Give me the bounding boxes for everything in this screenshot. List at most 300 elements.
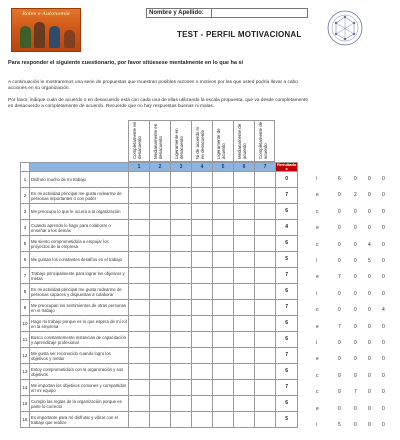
summary-value: 0 (368, 422, 371, 428)
logo-figure (34, 22, 45, 48)
result-value: 7 (276, 348, 298, 364)
table-row (21, 188, 298, 204)
result-value: 4 (276, 220, 298, 236)
summary-value: 0 (382, 356, 385, 363)
result-value: 7 (276, 300, 298, 316)
answer-cell[interactable] (213, 364, 234, 380)
result-value: 6 (276, 316, 298, 332)
answer-cell[interactable] (234, 268, 255, 284)
answer-cell[interactable] (129, 396, 150, 412)
question-text: Me importan los objetivos comunes y compartidos en mi equipo (30, 380, 129, 396)
answer-cell[interactable] (150, 204, 171, 220)
summary-value: 0 (354, 225, 357, 232)
answer-cell[interactable] (234, 284, 255, 300)
table-row (21, 364, 298, 380)
answer-cell[interactable] (129, 412, 150, 428)
answer-cell[interactable] (150, 396, 171, 412)
summary-value: i (316, 290, 318, 297)
answer-cell[interactable] (192, 396, 213, 412)
table-row (21, 316, 298, 332)
summary-value: 0 (382, 422, 385, 428)
question-number: 5 (21, 236, 30, 252)
scale-number: 7 (255, 163, 276, 172)
answer-cell[interactable] (171, 316, 192, 332)
answer-cell[interactable] (150, 300, 171, 316)
summary-value: 0 (338, 405, 341, 412)
question-number: 15 (21, 396, 30, 412)
header-logo-image (11, 8, 81, 52)
summary-value: 0 (338, 307, 341, 314)
summary-value: 0 (338, 208, 341, 215)
summary-value: 0 (382, 258, 385, 264)
summary-value: 0 (338, 225, 341, 232)
summary-value: 0 (382, 340, 385, 346)
answer-cell[interactable] (192, 252, 213, 268)
answer-cell[interactable] (213, 316, 234, 332)
scale-label-column (149, 120, 170, 162)
answer-cell[interactable] (150, 268, 171, 284)
table-row (21, 348, 298, 364)
answer-cell[interactable] (150, 364, 171, 380)
answer-cell[interactable] (192, 380, 213, 396)
summary-row (316, 319, 400, 335)
answer-cell[interactable] (150, 252, 171, 268)
summary-row (316, 269, 400, 285)
summary-value: i (316, 258, 318, 264)
table-row (21, 268, 298, 284)
scale-label-column (254, 120, 275, 162)
scale-label-column (233, 120, 254, 162)
question-number: 2 (21, 188, 30, 204)
summary-value: 0 (382, 323, 385, 330)
summary-value: 0 (338, 290, 341, 297)
answer-cell[interactable] (171, 332, 192, 348)
summary-value: 0 (368, 389, 371, 396)
scale-number: 5 (213, 163, 234, 172)
summary-value: 7 (354, 389, 357, 396)
questionnaire-table (20, 162, 298, 428)
result-value: 7 (276, 268, 298, 284)
answer-cell[interactable] (234, 188, 255, 204)
answer-cell[interactable] (255, 316, 276, 332)
answer-cell[interactable] (213, 188, 234, 204)
answer-cell[interactable] (213, 220, 234, 236)
answer-cell[interactable] (213, 284, 234, 300)
summary-value: 0 (338, 192, 341, 199)
answer-cell[interactable] (192, 300, 213, 316)
scale-number: 1 (129, 163, 150, 172)
scale-number: 4 (192, 163, 213, 172)
summary-value: 0 (338, 372, 341, 379)
summary-value: 0 (354, 323, 357, 330)
answer-cell[interactable] (129, 204, 150, 220)
scale-number: 6 (234, 163, 255, 172)
answer-cell[interactable] (150, 188, 171, 204)
summary-row (316, 368, 400, 384)
instruction-paragraph: A continuación le mostraremos una serie de propuestas que muestran posibles razones o motivos por las que usted podría llevar a cabo acciones en su organización. (8, 80, 298, 91)
summary-row (316, 417, 400, 433)
table-row (21, 236, 298, 252)
answer-cell[interactable] (129, 220, 150, 236)
summary-row (316, 204, 400, 220)
summary-value: 0 (368, 176, 371, 182)
answer-cell[interactable] (171, 284, 192, 300)
summary-value: 0 (338, 340, 341, 346)
answer-cell[interactable] (150, 332, 171, 348)
logo-figure (49, 26, 60, 48)
answer-cell[interactable] (234, 316, 255, 332)
answer-cell[interactable] (255, 380, 276, 396)
answer-cell[interactable] (171, 252, 192, 268)
scale-label-column (128, 120, 149, 162)
table-row (21, 396, 298, 412)
name-label: Nombre y Apellido: (146, 8, 212, 18)
summary-row (316, 171, 400, 187)
table-row (21, 172, 298, 188)
result-value: 6 (276, 236, 298, 252)
summary-value: 0 (368, 405, 371, 412)
name-input[interactable] (212, 8, 308, 18)
answer-cell[interactable] (213, 348, 234, 364)
question-text: Trabajo principalmente para lograr los objetivos y metas (30, 268, 129, 284)
answer-cell[interactable] (234, 220, 255, 236)
answer-cell[interactable] (192, 204, 213, 220)
summary-value: 0 (338, 356, 341, 363)
answer-cell[interactable] (171, 220, 192, 236)
answer-cell[interactable] (192, 412, 213, 428)
answer-cell[interactable] (255, 396, 276, 412)
answer-cell[interactable] (234, 204, 255, 220)
summary-value: 0 (354, 307, 357, 314)
result-value: 7 (276, 380, 298, 396)
answer-cell[interactable] (255, 172, 276, 188)
answer-cell[interactable] (171, 396, 192, 412)
summary-value: 0 (368, 274, 371, 281)
answer-cell[interactable] (150, 316, 171, 332)
answer-cell[interactable] (129, 332, 150, 348)
question-text: Me preocupan los sentimientos de otras personas en el trabajo (30, 300, 129, 316)
summary-value: 0 (354, 258, 357, 264)
question-number: 10 (21, 316, 30, 332)
answer-cell[interactable] (192, 348, 213, 364)
scale-number-row (21, 163, 298, 172)
scale-number: 2 (150, 163, 171, 172)
summary-value: 6 (338, 176, 341, 182)
summary-value: 0 (354, 372, 357, 379)
summary-value: 7 (338, 323, 341, 330)
summary-value: e (316, 323, 319, 330)
answer-cell[interactable] (234, 172, 255, 188)
answer-cell[interactable] (213, 380, 234, 396)
summary-value: 0 (382, 192, 385, 199)
answer-cell[interactable] (213, 236, 234, 252)
question-text: Es importante para mí disfrutar y vibrar con el trabajo que realizo (30, 412, 129, 428)
summary-value: e (316, 405, 319, 412)
question-number: 1 (21, 172, 30, 188)
table-row (21, 332, 298, 348)
answer-cell[interactable] (171, 364, 192, 380)
summary-row (316, 253, 400, 269)
answer-cell[interactable] (129, 252, 150, 268)
summary-value: 0 (368, 372, 371, 379)
summary-value: c (316, 208, 319, 215)
summary-value: 0 (382, 208, 385, 215)
summary-value: e (316, 225, 319, 232)
result-value: 6 (276, 364, 298, 380)
summary-value: 0 (354, 340, 357, 346)
scale-label: Ligeramente de acuerdo (216, 128, 226, 159)
summary-value: i (316, 176, 318, 182)
question-text: Me preocupo lo que le ocurra a la organización (30, 204, 129, 220)
scale-label: Medianamente en desacuerdo (153, 123, 163, 159)
answer-cell[interactable] (192, 364, 213, 380)
question-number: 12 (21, 348, 30, 364)
question-number: 8 (21, 284, 30, 300)
summary-value: c (316, 241, 319, 248)
result-header: Resultado s (277, 162, 297, 171)
answer-cell[interactable] (234, 380, 255, 396)
summary-value: 0 (354, 356, 357, 363)
answer-cell[interactable] (129, 300, 150, 316)
answer-cell[interactable] (234, 300, 255, 316)
answer-cell[interactable] (255, 364, 276, 380)
summary-value: e (316, 356, 319, 363)
answer-cell[interactable] (255, 268, 276, 284)
question-number: 6 (21, 252, 30, 268)
question-text: Disfruto mucho de mi trabajo (30, 172, 129, 188)
summary-value: c (316, 307, 319, 314)
summary-value: 4 (382, 307, 385, 314)
summary-value: 5 (368, 258, 371, 264)
answer-cell[interactable] (255, 300, 276, 316)
summary-value: 2 (354, 192, 357, 199)
answer-cell[interactable] (234, 412, 255, 428)
table-row (21, 300, 298, 316)
summary-row (316, 220, 400, 236)
answer-cell[interactable] (213, 300, 234, 316)
answer-cell[interactable] (192, 188, 213, 204)
summary-value: 0 (354, 241, 357, 248)
answer-cell[interactable] (129, 284, 150, 300)
summary-value: 4 (368, 241, 371, 248)
answer-cell[interactable] (150, 380, 171, 396)
question-number: 16 (21, 412, 30, 428)
answer-cell[interactable] (129, 380, 150, 396)
answer-cell[interactable] (150, 236, 171, 252)
scale-label: Medianamente de acuerdo (237, 123, 247, 159)
answer-cell[interactable] (234, 348, 255, 364)
summary-value: 0 (382, 241, 385, 248)
question-text: Me siento comprometido/a a empujar los proyectos de la empresa (30, 236, 129, 252)
answer-cell[interactable] (213, 396, 234, 412)
summary-row (316, 302, 400, 318)
summary-value: 7 (338, 274, 341, 281)
question-number: 3 (21, 204, 30, 220)
summary-row (316, 237, 400, 253)
summary-value: e (316, 192, 319, 199)
scale-label-column (212, 120, 233, 162)
question-number: 11 (21, 332, 30, 348)
answer-cell[interactable] (234, 364, 255, 380)
table-row (21, 284, 298, 300)
summary-value: 0 (338, 389, 341, 396)
summary-value: i (316, 422, 318, 428)
question-number: 13 (21, 364, 30, 380)
question-number: 14 (21, 380, 30, 396)
answer-cell[interactable] (192, 316, 213, 332)
answer-cell[interactable] (150, 348, 171, 364)
answer-cell[interactable] (255, 284, 276, 300)
result-value: 6 (276, 284, 298, 300)
summary-value: 0 (354, 274, 357, 281)
summary-value: 0 (354, 405, 357, 412)
answer-cell[interactable] (213, 252, 234, 268)
summary-row (316, 351, 400, 367)
answer-cell[interactable] (129, 316, 150, 332)
scale-label: Completamente en desacuerdo (132, 121, 142, 159)
result-value: 6 (276, 396, 298, 412)
scale-label: Ligeramente en desacuerdo (174, 128, 184, 159)
answer-cell[interactable] (213, 204, 234, 220)
summary-value: c (316, 372, 319, 379)
summary-value: 0 (382, 225, 385, 232)
summary-value: 0 (338, 241, 341, 248)
answer-cell[interactable] (171, 348, 192, 364)
answer-cell[interactable] (171, 172, 192, 188)
answer-cell[interactable] (255, 348, 276, 364)
summary-value: 0 (354, 422, 357, 428)
question-text: Me gustan los constantes desafíos en el trabajo (30, 252, 129, 268)
summary-value: c (316, 389, 319, 396)
table-row (21, 204, 298, 220)
header-blank-cell (21, 163, 30, 172)
table-row (21, 252, 298, 268)
summary-row (316, 384, 400, 400)
result-value: 5 (276, 412, 298, 428)
answer-cell[interactable] (129, 188, 150, 204)
question-text: En mi actividad principal me gusta rodearme de personas importantes o con poder (30, 188, 129, 204)
instruction-paragraph: Por favor, indique cuán de acuerdo o en desacuerdo está con cada una de ellas utilizando la escala propuesta, que va desde completamente en desacuerdo a completamente de acuerdo. Recuerde que no hay respuestas buenas ni malas. (8, 98, 309, 109)
answer-cell[interactable] (255, 204, 276, 220)
answer-cell[interactable] (192, 284, 213, 300)
answer-cell[interactable] (213, 412, 234, 428)
table-row (21, 220, 298, 236)
summary-value: e (316, 274, 319, 281)
question-text: Cumplo las reglas de la organización porque es parte lo correcto (30, 396, 129, 412)
seal-logo-icon (318, 8, 372, 48)
answer-cell[interactable] (192, 172, 213, 188)
summary-row (316, 335, 400, 351)
scale-label: Ni de acuerdo ni en desacuerdo (195, 127, 205, 159)
answer-cell[interactable] (255, 188, 276, 204)
summary-row (316, 401, 400, 417)
scale-label-column (191, 120, 212, 162)
answer-cell[interactable] (171, 300, 192, 316)
answer-cell[interactable] (150, 220, 171, 236)
answer-cell[interactable] (213, 172, 234, 188)
answer-cell[interactable] (234, 396, 255, 412)
answer-cell[interactable] (192, 268, 213, 284)
page-title: TEST - PERFIL MOTIVACIONAL (177, 30, 302, 39)
logo-caption: Roles e Autonomía (22, 11, 70, 17)
question-text: Estoy comprometido/a con la organización y sus objetivos (30, 364, 129, 380)
summary-row (316, 286, 400, 302)
summary-value: 0 (368, 208, 371, 215)
answer-cell[interactable] (171, 236, 192, 252)
summary-value: 0 (382, 405, 385, 412)
summary-value: 0 (368, 290, 371, 297)
summary-value: 0 (338, 258, 341, 264)
question-number: 7 (21, 268, 30, 284)
summary-value: 0 (354, 290, 357, 297)
answer-cell[interactable] (129, 268, 150, 284)
table-row (21, 412, 298, 428)
answer-cell[interactable] (171, 188, 192, 204)
summary-value: 0 (354, 208, 357, 215)
answer-cell[interactable] (150, 284, 171, 300)
summary-row (316, 187, 400, 203)
result-value: 5 (276, 252, 298, 268)
summary-value: 0 (368, 323, 371, 330)
answer-cell[interactable] (213, 268, 234, 284)
answer-cell[interactable] (129, 236, 150, 252)
answer-cell[interactable] (192, 220, 213, 236)
answer-cell[interactable] (129, 348, 150, 364)
result-value: 6 (276, 332, 298, 348)
result-value: 0 (276, 172, 298, 188)
result-value: 6 (276, 204, 298, 220)
scale-number: 3 (171, 163, 192, 172)
answer-cell[interactable] (213, 332, 234, 348)
answer-cell[interactable] (171, 268, 192, 284)
question-text: En mi actividad principal me gusta rodearme de personas capaces y dispuestas a colaborar (30, 284, 129, 300)
result-value: 7 (276, 188, 298, 204)
answer-cell[interactable] (192, 332, 213, 348)
scale-label-column (170, 120, 191, 162)
question-text: Busco constantemente instancias de capacitación y aprendizaje profesional (30, 332, 129, 348)
summary-value: 5 (338, 422, 341, 428)
answer-cell[interactable] (129, 364, 150, 380)
answer-cell[interactable] (234, 252, 255, 268)
answer-cell[interactable] (171, 204, 192, 220)
answer-cell[interactable] (192, 236, 213, 252)
answer-cell[interactable] (234, 332, 255, 348)
answer-cell[interactable] (255, 220, 276, 236)
answer-cell[interactable] (129, 172, 150, 188)
answer-cell[interactable] (150, 412, 171, 428)
scale-label: Completamente de acuerdo (258, 121, 268, 159)
question-text: Hago mi trabajo porque es lo que espera de mí rol en la empresa (30, 316, 129, 332)
header-blank-cell (30, 163, 129, 172)
answer-cell[interactable] (171, 380, 192, 396)
summary-value: 0 (382, 372, 385, 379)
summary-value: 0 (354, 176, 357, 182)
intro-instruction: Para responder el siguiente cuestionario, por favor sitúesese mentalmente en lo que ha si (8, 60, 244, 66)
summary-value: 0 (368, 225, 371, 232)
answer-cell[interactable] (255, 332, 276, 348)
answer-cell[interactable] (234, 236, 255, 252)
answer-cell[interactable] (150, 172, 171, 188)
summary-value: 0 (368, 356, 371, 363)
answer-cell[interactable] (255, 252, 276, 268)
answer-cell[interactable] (255, 236, 276, 252)
answer-cell[interactable] (255, 412, 276, 428)
summary-value: 0 (382, 176, 385, 182)
summary-value: 0 (382, 274, 385, 281)
logo-figure (20, 26, 31, 48)
answer-cell[interactable] (171, 412, 192, 428)
question-number: 9 (21, 300, 30, 316)
